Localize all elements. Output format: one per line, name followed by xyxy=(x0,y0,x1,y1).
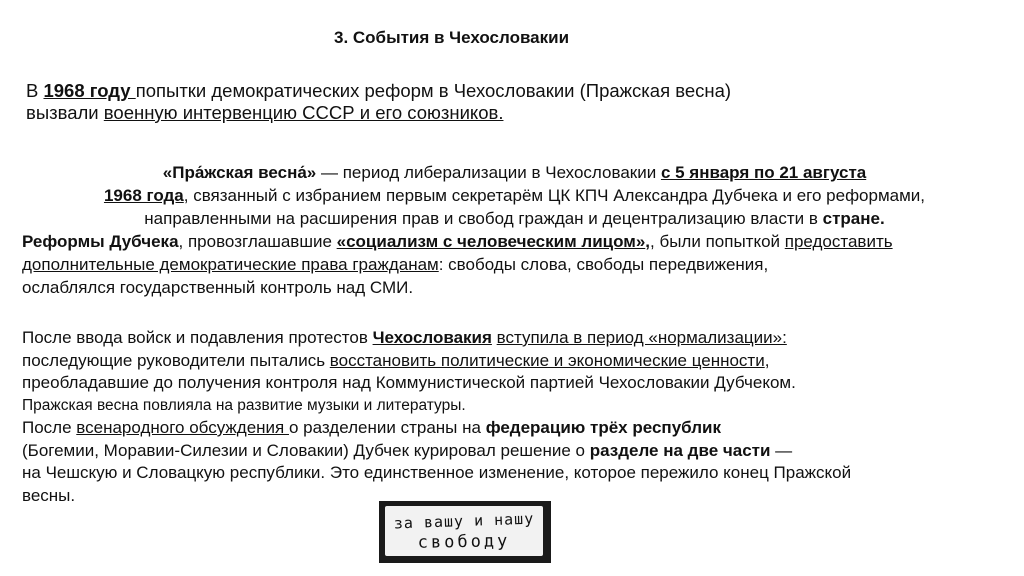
para-line xyxy=(22,161,1007,184)
text: После ввода войск и подавления протестов xyxy=(22,328,373,347)
prague-spring-paragraph xyxy=(22,161,1007,299)
para-line: Реформы Дубчека, провозглашавшие «социализм с человеческим лицом»,, были попыткой предоставить xyxy=(22,232,893,251)
dates: с 5 января по 21 августа xyxy=(660,163,867,182)
provide: предоставить xyxy=(784,232,893,251)
para-line-small: Пражская весна повлияла на развитие музыки и литературы. xyxy=(22,396,466,414)
text: (Богемии, Моравии-Силезии и Словакии) Дубчек курировал решение о xyxy=(22,440,590,460)
text: , связанный с избранием первым секретарём ЦК КПЧ Александра Дубчека и его реформами, xyxy=(183,186,926,205)
year-1968: 1968 года xyxy=(103,186,184,205)
text: направленными на расширения прав и свобод граждан и децентрализацию власти в xyxy=(144,209,823,228)
para-line: весны. xyxy=(22,485,76,505)
national-discussion: всенародного обсуждения xyxy=(76,418,289,437)
normalization-paragraph xyxy=(22,327,1007,507)
para-line xyxy=(22,417,1007,440)
country: стране. xyxy=(822,209,885,228)
text: — xyxy=(770,440,793,460)
text: , xyxy=(764,350,770,370)
para-line: на Чешскую и Словацкую республики. Это единственное изменение, которое пережило конец Пражской xyxy=(22,463,852,482)
federation: федерацию трёх республик xyxy=(485,418,721,437)
para-line: ослаблялся государственный контроль над СМИ. xyxy=(22,278,414,297)
intro-intervention: военную интервенцию СССР и его союзников. xyxy=(103,102,504,123)
intro-text: вызвали xyxy=(26,102,104,123)
intro-paragraph xyxy=(26,80,731,124)
democratic-rights: дополнительные демократические права гражданам xyxy=(22,255,439,274)
protest-sign-board xyxy=(385,506,543,556)
protest-sign-line1: за вашу и нашу xyxy=(393,509,535,533)
para-line xyxy=(22,327,1007,350)
text: : свободы слова, свободы передвижения, xyxy=(438,255,769,274)
text: — период либерализации в Чехословакии xyxy=(316,163,661,182)
intro-text: попытки демократических реформ в Чехословакии (Пражская весна) xyxy=(135,80,732,101)
page-title: 3. События в Чехословакии xyxy=(334,28,570,47)
protest-sign-image xyxy=(379,501,551,563)
text: , были попыткой xyxy=(650,232,785,251)
text: последующие руководители пытались xyxy=(22,350,330,370)
intro-text: В xyxy=(26,80,44,101)
restore-values: восстановить политические и экономические ценности xyxy=(329,350,765,370)
czechoslovakia: Чехословакия xyxy=(372,328,492,347)
para-line xyxy=(22,440,1007,463)
para-line xyxy=(22,350,1007,373)
text: , провозглашавшие xyxy=(178,232,337,251)
slogan: «социализм с человеческим лицом» xyxy=(336,232,646,251)
normalization: вступила в период «нормализации»: xyxy=(496,328,787,347)
split-decision: разделе на две части xyxy=(589,440,771,460)
para-line xyxy=(22,207,1007,230)
text: о разделении страны на xyxy=(288,418,486,437)
protest-sign-line2: свободу xyxy=(417,531,511,553)
term-prague-spring: «Пра́жская весна́» xyxy=(162,163,317,182)
text: После xyxy=(22,418,77,437)
para-line xyxy=(22,184,1007,207)
para-line: преобладавшие до получения контроля над Коммунистической партией Чехословакии Дубчеком. xyxy=(22,373,796,392)
para-line xyxy=(22,253,1007,276)
reforms-dubcek: Реформы Дубчека xyxy=(22,232,179,251)
intro-year: 1968 году xyxy=(43,80,136,101)
